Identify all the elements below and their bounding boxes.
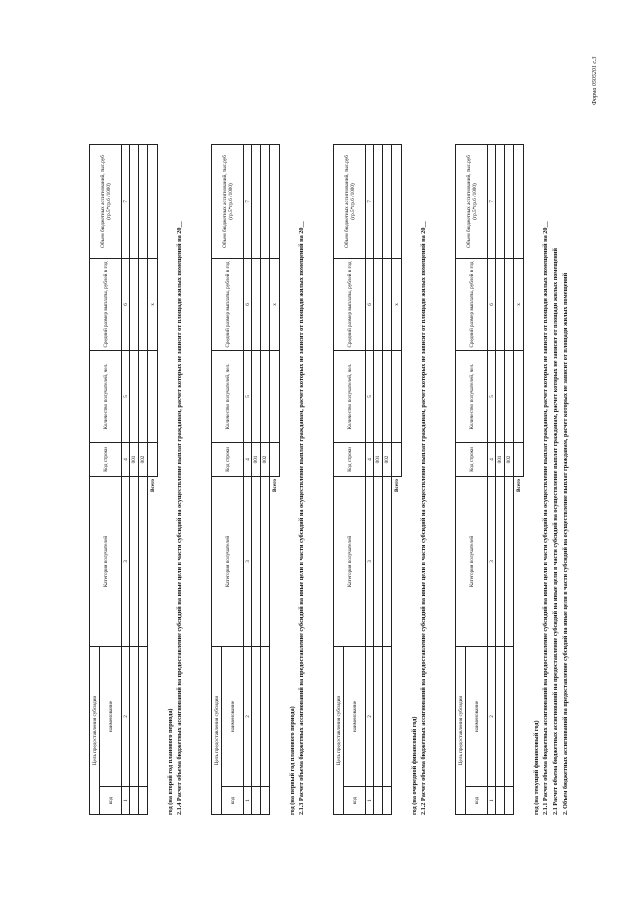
header-purpose-group: Цель предоставления субсидии [334, 646, 344, 814]
table4-title-line1: 2.1.4 Расчет объема бюджетных ассигнований на предоставление субсидий на иные цели в части субсидий на осуществление выплат гражданам, расчет которых не зависит от площади жилых помещений на 20__ [176, 221, 183, 815]
total-code-cell [514, 442, 524, 476]
header-volume: Объем бюджетных ассигнований, тыс.руб (гр.5*гр.6 /1000) [212, 144, 244, 258]
section-title: 2. Объем бюджетных ассигнований на предоставление субсидий на иные цели в части субсидий на осуществление выплат гражданам, расчет которых не зависит от площади жилых помещений [562, 272, 569, 815]
col-number: 3 [122, 476, 130, 646]
data-cell[interactable] [374, 476, 383, 646]
data-cell[interactable] [252, 258, 261, 350]
data-cell[interactable] [505, 476, 514, 646]
data-cell[interactable] [383, 350, 392, 442]
estimate-table [333, 144, 402, 815]
total-volume-cell[interactable] [514, 144, 524, 258]
col-number: 5 [366, 350, 374, 442]
blank-cell [270, 787, 280, 815]
total-volume-cell[interactable] [270, 144, 280, 258]
row-code: 002 [261, 442, 270, 476]
blank-cell [514, 646, 524, 786]
data-cell[interactable] [496, 258, 505, 350]
x-mark: x [148, 258, 158, 350]
row-code: 001 [496, 442, 505, 476]
blank-cell [148, 646, 158, 786]
data-cell[interactable] [139, 144, 148, 258]
header-purpose-group: Цель предоставления субсидии [212, 646, 222, 814]
blank-cell [270, 646, 280, 786]
data-cell[interactable] [496, 350, 505, 442]
header-avg-payment: Средний размер выплаты, рублей в год [456, 258, 488, 350]
data-cell[interactable] [252, 350, 261, 442]
data-cell[interactable] [496, 646, 505, 786]
header-code: код [100, 787, 122, 815]
col-number: 4 [244, 442, 252, 476]
col-number: 7 [122, 144, 130, 258]
col-number: 3 [244, 476, 252, 646]
blank-cell [392, 787, 402, 815]
table2-title-line2: год (на очередной финансовый год) [411, 716, 418, 815]
table3-title-line1: 2.1.3 Расчет объема бюджетных ассигнований на предоставление субсидий на иные цели в части субсидий на осуществление выплат гражданам, расчет которых не зависит от площади жилых помещений на 20__ [298, 221, 305, 815]
data-cell[interactable] [130, 258, 139, 350]
total-count-cell[interactable] [148, 350, 158, 442]
col-number: 6 [488, 258, 496, 350]
total-label: Всего [149, 478, 156, 492]
data-cell[interactable] [139, 258, 148, 350]
data-cell[interactable] [374, 646, 383, 786]
row-code: 001 [374, 442, 383, 476]
header-volume: Объем бюджетных ассигнований, тыс.руб (гр.5*гр.6 /1000) [334, 144, 366, 258]
col-number: 1 [244, 787, 252, 815]
header-line-code: Код строки [334, 442, 366, 476]
data-cell[interactable] [261, 350, 270, 442]
form-number: Форма 0505201 с.3 [592, 56, 598, 105]
table1-title-line2: год (на текущий финансовый год) [533, 720, 540, 815]
table3-title-line2: год (на первый год планового периода) [289, 706, 296, 815]
table1-title-line1: 2.1.1 Расчет объема бюджетных ассигнований на предоставление субсидий на иные цели в части субсидий на осуществление выплат гражданам, расчет которых не зависит от площади жилых помещений на 20__ [542, 221, 549, 815]
data-cell[interactable] [261, 258, 270, 350]
data-cell[interactable] [383, 258, 392, 350]
data-cell[interactable] [383, 646, 392, 786]
table4-title-line2: год (на второй год планового периода) [167, 708, 174, 815]
blank-cell [514, 787, 524, 815]
header-name: наименование [222, 646, 244, 786]
data-cell[interactable] [261, 787, 270, 815]
total-volume-cell[interactable] [148, 144, 158, 258]
data-cell[interactable] [139, 350, 148, 442]
header-volume: Объем бюджетных ассигнований, тыс.руб (гр.5*гр.6 /1000) [456, 144, 488, 258]
data-cell[interactable] [139, 646, 148, 786]
row-code: 001 [130, 442, 139, 476]
header-category: Категория получателей [90, 476, 122, 646]
col-number: 5 [122, 350, 130, 442]
col-number: 5 [488, 350, 496, 442]
data-cell[interactable] [505, 787, 514, 815]
data-cell[interactable] [505, 144, 514, 258]
data-cell[interactable] [130, 144, 139, 258]
header-purpose-group: Цель предоставления субсидии [456, 646, 466, 814]
col-number: 7 [488, 144, 496, 258]
col-number: 2 [244, 646, 252, 786]
estimate-table [89, 144, 158, 815]
header-purpose-group: Цель предоставления субсидии [90, 646, 100, 814]
col-number: 3 [488, 476, 496, 646]
data-cell[interactable] [374, 258, 383, 350]
header-name: наименование [344, 646, 366, 786]
col-number: 3 [366, 476, 374, 646]
col-number: 2 [122, 646, 130, 786]
header-avg-payment: Средний размер выплаты, рублей в год [90, 258, 122, 350]
total-label: Всего [393, 478, 400, 492]
x-mark: x [392, 258, 402, 350]
data-cell[interactable] [383, 476, 392, 646]
data-cell[interactable] [374, 144, 383, 258]
header-name: наименование [100, 646, 122, 786]
data-cell[interactable] [505, 646, 514, 786]
col-number: 4 [366, 442, 374, 476]
data-cell[interactable] [252, 646, 261, 786]
data-cell[interactable] [139, 787, 148, 815]
header-category: Категория получателей [456, 476, 488, 646]
subsection-title: 2.1 Расчет объема бюджетных ассигнований на предоставление субсидий на иные цели в части субсидий на осуществление выплат гражданам, расчет которых не зависит от площади жилых помещений [552, 248, 559, 815]
header-avg-payment: Средний размер выплаты, рублей в год [334, 258, 366, 350]
total-code-cell [148, 442, 158, 476]
header-avg-payment: Средний размер выплаты, рублей в год [212, 258, 244, 350]
data-cell[interactable] [505, 350, 514, 442]
col-number: 6 [366, 258, 374, 350]
col-number: 1 [366, 787, 374, 815]
col-number: 6 [244, 258, 252, 350]
table2-title-line1: 2.1.2 Расчет объема бюджетных ассигнований на предоставление субсидий на иные цели в части субсидий на осуществление выплат гражданам, расчет которых не зависит от площади жилых помещений на 20__ [420, 221, 427, 815]
col-number: 4 [488, 442, 496, 476]
row-code: 002 [383, 442, 392, 476]
header-count: Количество получателей, чел. [90, 350, 122, 442]
header-code: код [344, 787, 366, 815]
data-cell[interactable] [252, 787, 261, 815]
col-number: 7 [366, 144, 374, 258]
total-label: Всего [271, 478, 278, 492]
data-cell[interactable] [496, 476, 505, 646]
data-cell[interactable] [505, 258, 514, 350]
header-volume: Объем бюджетных ассигнований, тыс.руб (гр.5*гр.6 /1000) [90, 144, 122, 258]
blank-cell [148, 787, 158, 815]
header-line-code: Код строки [212, 442, 244, 476]
col-number: 2 [488, 646, 496, 786]
data-cell[interactable] [261, 646, 270, 786]
total-label: Всего [515, 478, 522, 492]
row-code: 002 [139, 442, 148, 476]
data-cell[interactable] [130, 787, 139, 815]
total-count-cell[interactable] [514, 350, 524, 442]
header-line-code: Код строки [90, 442, 122, 476]
col-number: 1 [122, 787, 130, 815]
data-cell[interactable] [383, 787, 392, 815]
col-number: 6 [122, 258, 130, 350]
col-number: 2 [366, 646, 374, 786]
data-cell[interactable] [374, 350, 383, 442]
data-cell[interactable] [139, 476, 148, 646]
header-code: код [222, 787, 244, 815]
estimate-table [211, 144, 280, 815]
row-code: 001 [252, 442, 261, 476]
header-category: Категория получателей [334, 476, 366, 646]
total-code-cell [270, 442, 280, 476]
header-code: код [466, 787, 488, 815]
header-count: Количество получателей, чел. [456, 350, 488, 442]
data-cell[interactable] [383, 144, 392, 258]
x-mark: x [514, 258, 524, 350]
header-count: Количество получателей, чел. [334, 350, 366, 442]
x-mark: x [270, 258, 280, 350]
col-number: 4 [122, 442, 130, 476]
estimate-table [455, 144, 524, 815]
col-number: 1 [488, 787, 496, 815]
col-number: 7 [244, 144, 252, 258]
data-cell[interactable] [261, 144, 270, 258]
data-cell[interactable] [496, 144, 505, 258]
data-cell[interactable] [252, 144, 261, 258]
total-code-cell [392, 442, 402, 476]
header-count: Количество получателей, чел. [212, 350, 244, 442]
total-count-cell[interactable] [392, 350, 402, 442]
col-number: 5 [244, 350, 252, 442]
blank-cell [392, 646, 402, 786]
data-cell[interactable] [130, 646, 139, 786]
data-cell[interactable] [496, 787, 505, 815]
data-cell[interactable] [261, 476, 270, 646]
data-cell[interactable] [130, 350, 139, 442]
data-cell[interactable] [130, 476, 139, 646]
header-line-code: Код строки [456, 442, 488, 476]
header-category: Категория получателей [212, 476, 244, 646]
header-name: наименование [466, 646, 488, 786]
total-count-cell[interactable] [270, 350, 280, 442]
total-volume-cell[interactable] [392, 144, 402, 258]
row-code: 002 [505, 442, 514, 476]
data-cell[interactable] [252, 476, 261, 646]
data-cell[interactable] [374, 787, 383, 815]
